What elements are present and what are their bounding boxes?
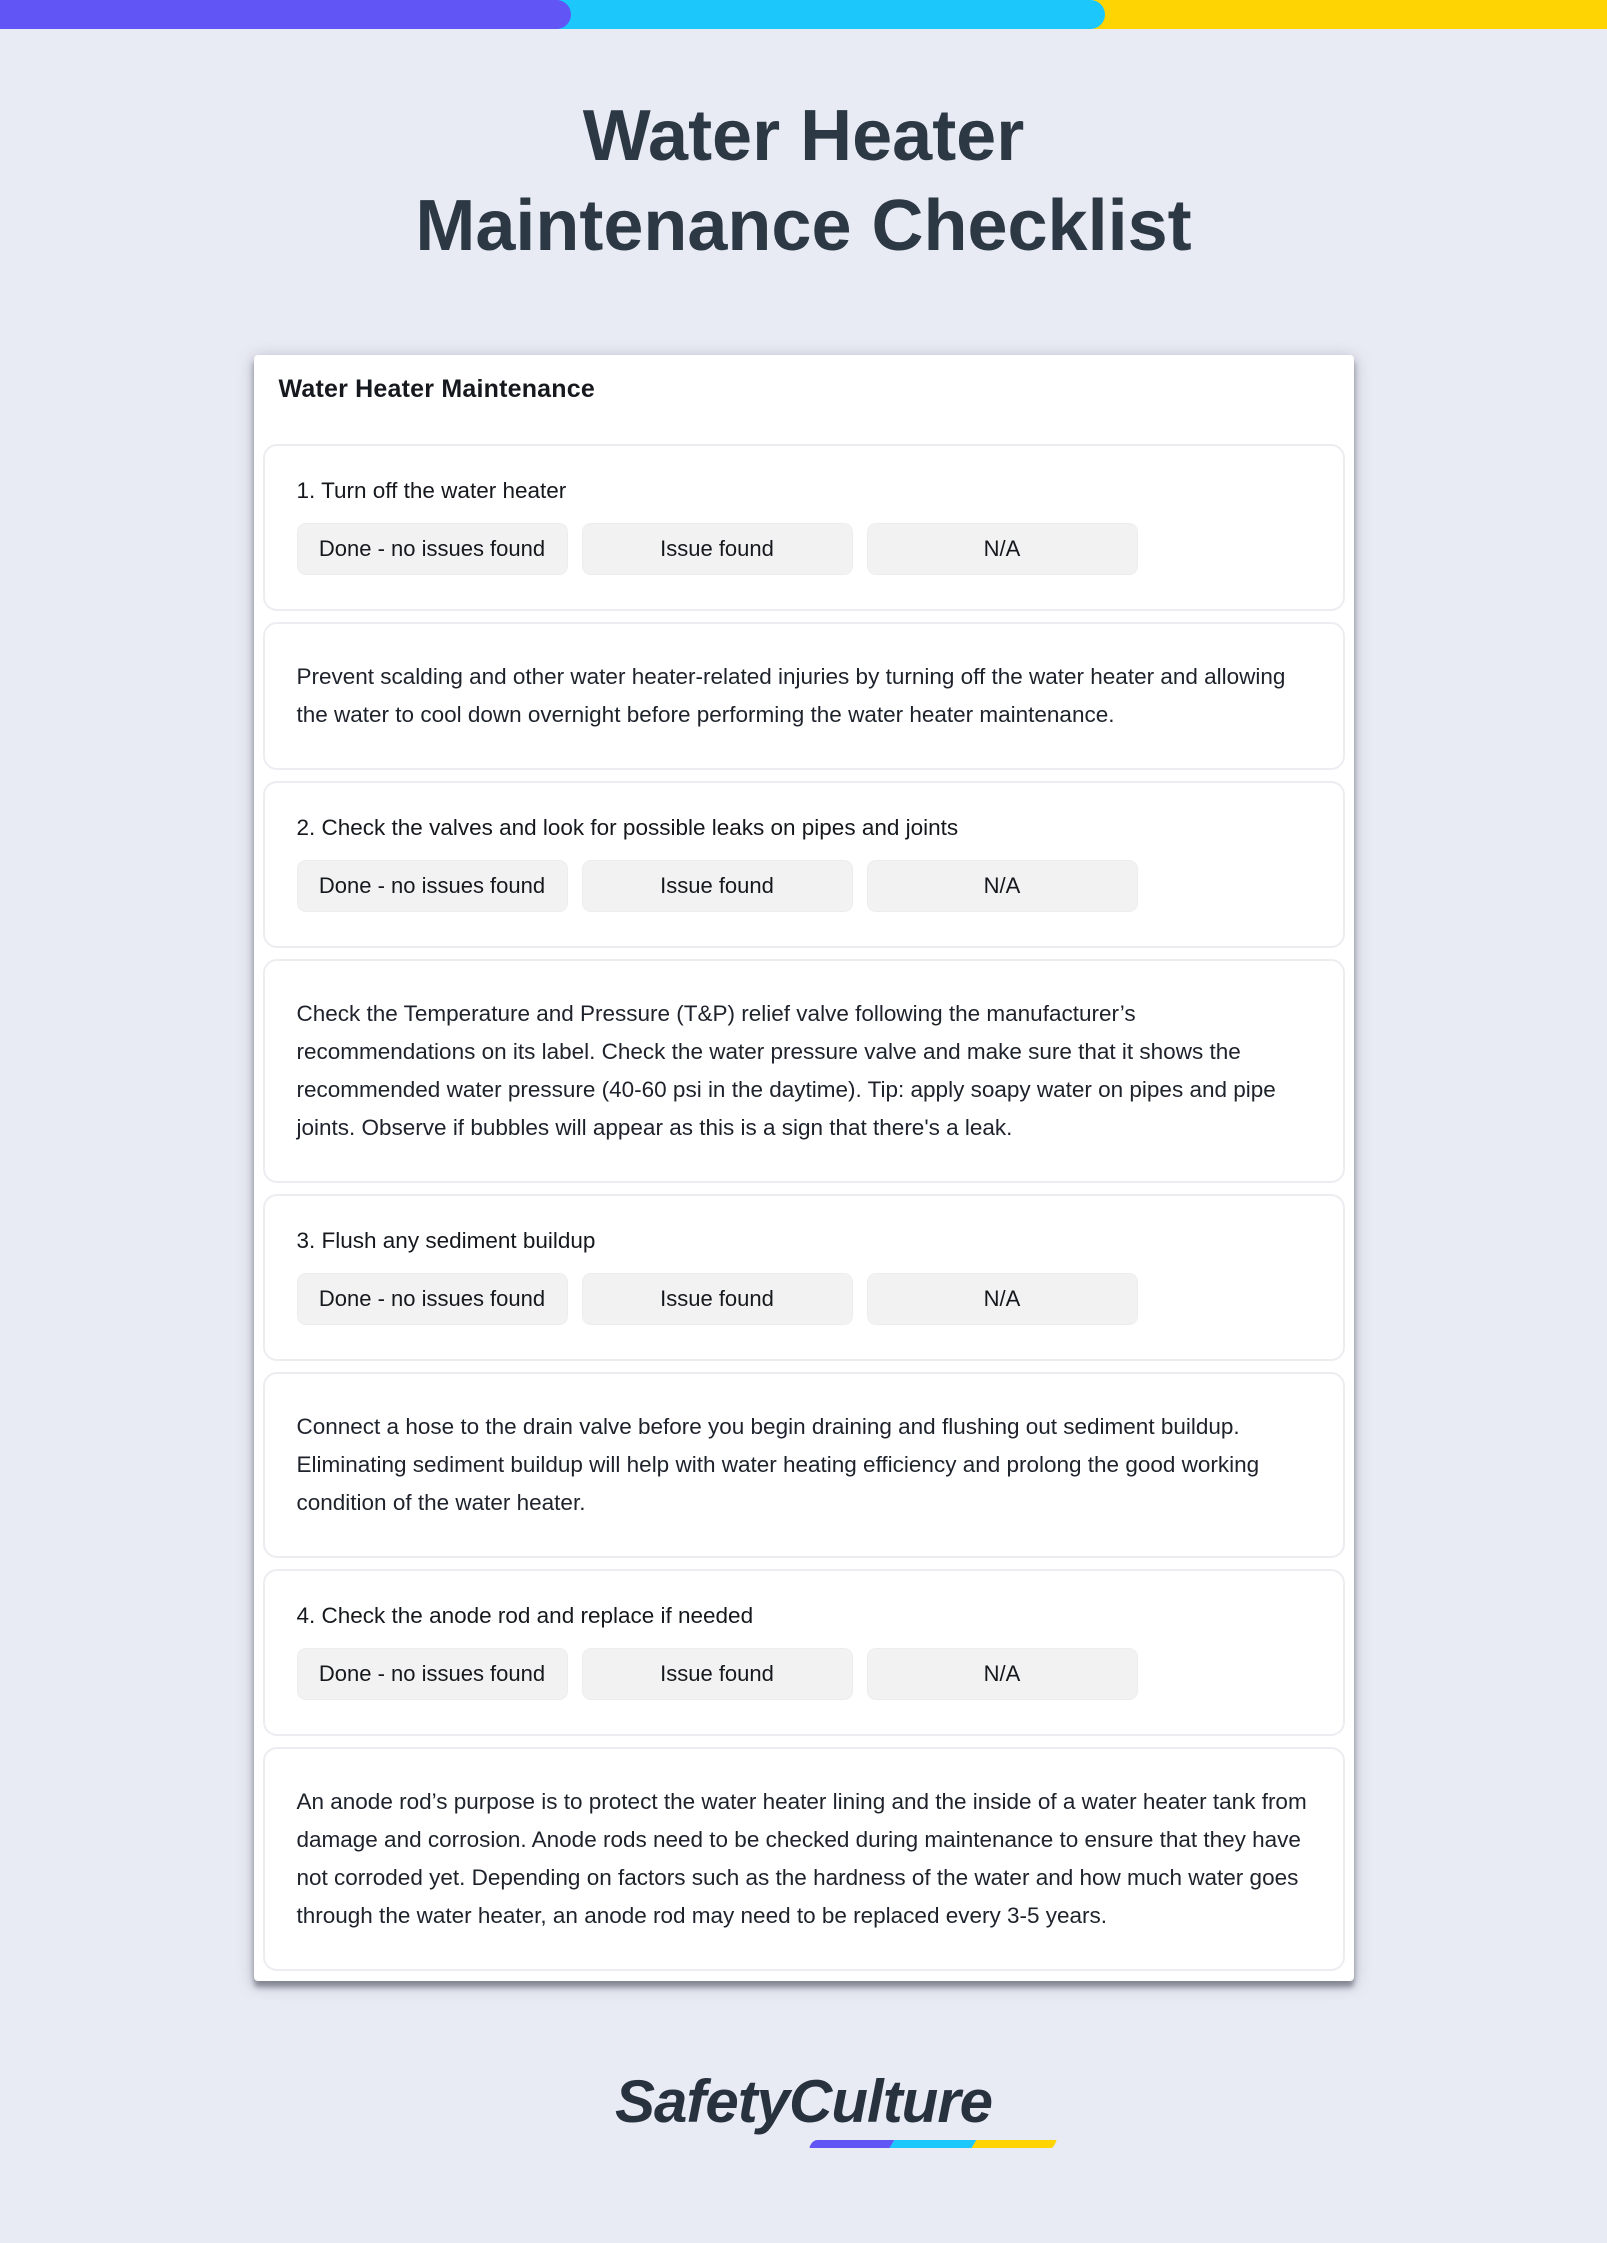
checklist-item-card <box>263 781 1345 948</box>
top-bar-yellow-segment <box>1093 0 1607 29</box>
logo-tricolor-underline <box>809 2140 1058 2148</box>
option-na-button[interactable]: N/A <box>867 1648 1138 1700</box>
checklist-card <box>254 355 1354 1981</box>
page-title <box>0 91 1607 271</box>
logo-underline-yellow <box>971 2140 1057 2148</box>
checklist-items-container <box>263 444 1345 1971</box>
checklist-item-options <box>297 1273 1311 1325</box>
option-issue-button[interactable]: Issue found <box>582 523 853 575</box>
option-issue-button[interactable]: Issue found <box>582 860 853 912</box>
option-issue-button[interactable]: Issue found <box>582 1648 853 1700</box>
checklist-item-card <box>263 444 1345 611</box>
option-na-button[interactable]: N/A <box>867 523 1138 575</box>
option-done-button[interactable]: Done - no issues found <box>297 860 568 912</box>
option-na-button[interactable]: N/A <box>867 1273 1138 1325</box>
option-done-button[interactable]: Done - no issues found <box>297 523 568 575</box>
checklist-item-card <box>263 1569 1345 1736</box>
checklist-item-description-card <box>263 622 1345 770</box>
checklist-item-description-card <box>263 1372 1345 1558</box>
logo-underline-purple <box>809 2140 895 2148</box>
top-bar-cyan-segment <box>556 0 1105 29</box>
checklist-item-options <box>297 523 1311 575</box>
logo-underline-cyan <box>890 2140 976 2148</box>
safetyculture-logo-text: SafetyCulture <box>614 2068 993 2135</box>
option-done-button[interactable]: Done - no issues found <box>297 1273 568 1325</box>
checklist-item-description-card <box>263 959 1345 1183</box>
checklist-item-options <box>297 860 1311 912</box>
page-title-line2: Maintenance Checklist <box>415 186 1192 266</box>
top-color-bar <box>0 0 1607 29</box>
checklist-item-question: 3. Flush any sediment buildup <box>296 1228 596 1253</box>
checklist-item-description: Check the Temperature and Pressure (T&P) relief valve following the manufacturer’s recommendations on its label. Check the water pressure valve and make sure that it shows the recommended water pressure (40-60 psi in the daytime). Tip: apply soapy water on pipes and pipe joints. Observe if bubbles will appear as this is a sign that there's a leak. <box>296 1001 1276 1140</box>
option-na-button[interactable]: N/A <box>867 860 1138 912</box>
checklist-card-title: Water Heater Maintenance <box>278 375 595 403</box>
checklist-item-options <box>297 1648 1311 1700</box>
checklist-item-description: Connect a hose to the drain valve before you begin draining and flushing out sediment buildup. Eliminating sediment buildup will help with water heating efficiency and prolong the good working condition of the water heater. <box>296 1414 1260 1515</box>
top-bar-purple-segment <box>0 0 571 29</box>
checklist-item-question: 2. Check the valves and look for possible leaks on pipes and joints <box>296 815 959 840</box>
option-issue-button[interactable]: Issue found <box>582 1273 853 1325</box>
page-title-line1: Water Heater <box>582 96 1025 176</box>
checklist-item-card <box>263 1194 1345 1361</box>
checklist-item-question: 4. Check the anode rod and replace if needed <box>296 1603 754 1628</box>
safetyculture-logo <box>615 2067 992 2148</box>
checklist-item-description: An anode rod’s purpose is to protect the water heater lining and the inside of a water heater tank from damage and corrosion. Anode rods need to be checked during maintenance to ensure that they have not corroded yet. Depending on factors such as the hardness of the water and how much water goes through the water heater, an anode rod may need to be replaced every 3-5 years. <box>296 1789 1307 1928</box>
checklist-item-description-card <box>263 1747 1345 1971</box>
footer <box>0 2067 1607 2148</box>
checklist-item-question: 1. Turn off the water heater <box>296 478 567 503</box>
option-done-button[interactable]: Done - no issues found <box>297 1648 568 1700</box>
checklist-item-description: Prevent scalding and other water heater-related injuries by turning off the water heater and allowing the water to cool down overnight before performing the water heater maintenance. <box>296 664 1286 727</box>
